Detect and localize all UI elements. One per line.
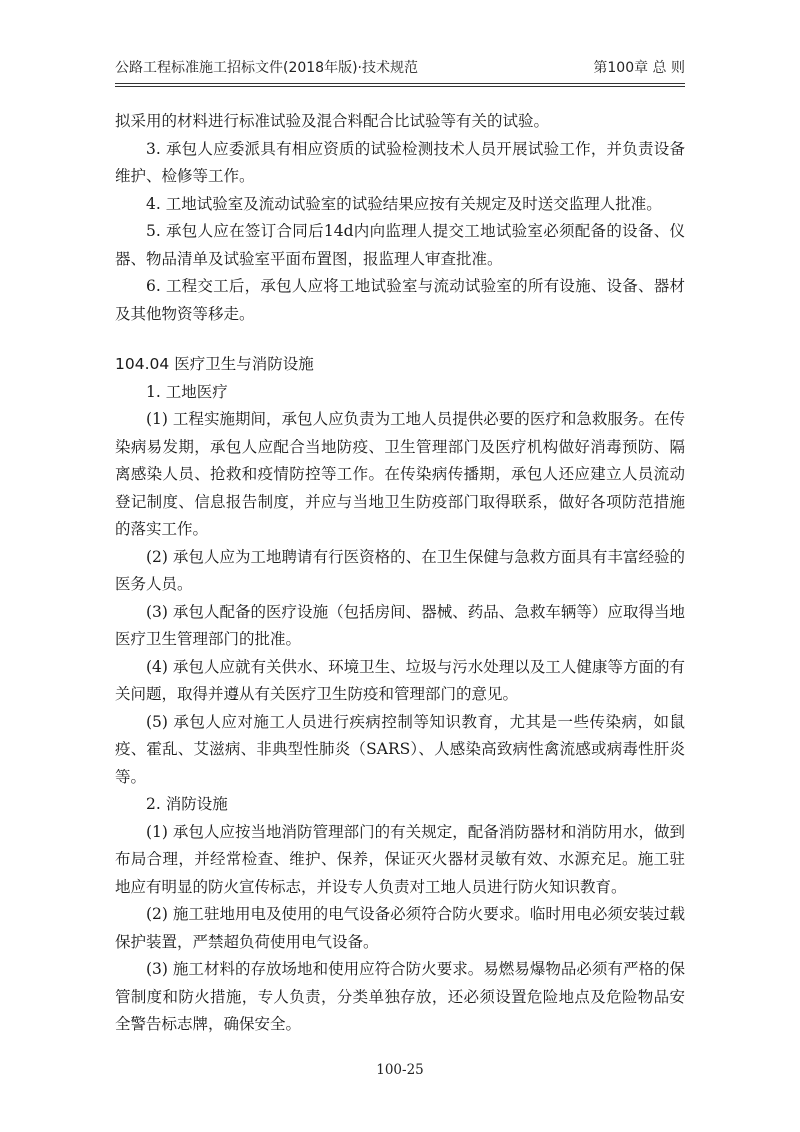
header-rule-thick (115, 83, 685, 84)
body-text (115, 108, 685, 1039)
subsection-heading-fire: 2. 消防设施 (146, 795, 228, 813)
header-document-title: 公路工程标准施工招标文件(2018年版)·技术规范 (115, 60, 419, 76)
section-heading (115, 351, 685, 379)
fire-paragraph-3: (3) 施工材料的存放场地和使用应符合防火要求。易燃易爆物品必须有严格的保管制度和防火措施，专人负责，分类单独存放，还必须设置危险地点及危险物品安全警告标志牌，确保安全。 (115, 960, 685, 1033)
section-number: 104.04 (115, 355, 170, 373)
section-title: 医疗卫生与消防设施 (174, 355, 314, 373)
fire-paragraph-2: (2) 施工驻地用电及使用的电气设备必须符合防火要求。临时用电必须安装过载保护装置，严禁超负荷使用电气设备。 (115, 905, 685, 951)
paragraph-item-4: 4. 工地试验室及流动试验室的试验结果应按有关规定及时送交监理人批准。 (146, 194, 662, 213)
medical-paragraph-2: (2) 承包人应为工地聘请有行医资格的、在卫生保健与急救方面具有丰富经验的医务人员。 (115, 547, 685, 593)
paragraph-item-6: 6. 工程交工后，承包人应将工地试验室与流动试验室的所有设施、设备、器材及其他物资等移走。 (115, 277, 685, 323)
paragraph-item-3: 3. 承包人应委派具有相应资质的试验检测技术人员开展试验工作，并负责设备维护、检修等工作。 (115, 139, 685, 185)
running-header (115, 55, 685, 83)
medical-paragraph-3: (3) 承包人配备的医疗设施（包括房间、器械、药品、急救车辆等）应取得当地医疗卫生管理部门的批准。 (115, 602, 685, 648)
page-number: 100-25 (376, 1062, 424, 1078)
paragraph-continuation: 拟采用的材料进行标准试验及混合料配合比试验等有关的试验。 (115, 112, 550, 130)
medical-paragraph-4: (4) 承包人应就有关供水、环境卫生、垃圾与污水处理以及工人健康等方面的有关问题，取得并遵从有关医疗卫生防疫和管理部门的意见。 (115, 657, 685, 703)
header-chapter-title: 第100章 总 则 (593, 60, 685, 76)
medical-paragraph-5: (5) 承包人应对施工人员进行疾病控制等知识教育，尤其是一些传染病，如鼠疫、霍乱、艾滋病、非典型性肺炎（SARS）、人感染高致病性禽流感或病毒性肝炎等。 (115, 712, 685, 786)
subsection-heading-medical: 1. 工地医疗 (146, 382, 228, 401)
paragraph-item-5: 5. 承包人应在签订合同后14d内向监理人提交工地试验室必须配备的设备、仪器、物品清单及试验室平面布置图，报监理人审查批准。 (115, 222, 685, 268)
medical-paragraph-1: (1) 工程实施期间，承包人应负责为工地人员提供必要的医疗和急救服务。在传染病易发期，承包人应配合当地防疫、卫生管理部门及医疗机构做好消毒预防、隔离感染人员、抢救和疫情防控等工作。在传染病传播期，承包人还应建立人员流动登记制度、信息报告制度，并应与当地卫生防疫部门取得联系，做好各项防范措施的落实工作。 (115, 410, 685, 538)
header-rule-thin (115, 86, 685, 87)
fire-paragraph-1: (1) 承包人应按当地消防管理部门的有关规定，配备消防器材和消防用水，做到布局合理，并经常检查、维护、保养，保证灭火器材灵敏有效、水源充足。施工驻地应有明显的防火宣传标志，并设专人负责对工地人员进行防火知识教育。 (115, 822, 685, 896)
section-spacer (115, 328, 685, 351)
